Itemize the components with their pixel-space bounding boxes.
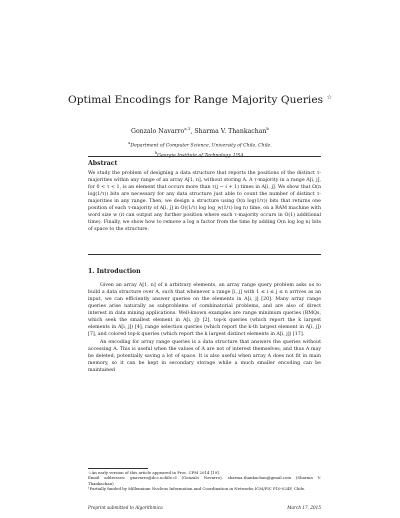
footer-date: March 17, 2015 xyxy=(287,505,321,510)
affiliations xyxy=(0,140,400,160)
affiliation-text: Department of Computer Science, University of Chile, Chile. xyxy=(130,143,272,149)
paragraph: An encoding for array range queries is a data structure that answers the queries without accessing A. This is useful when the values of A are not of interest themselves, and thus A may be deleted, potentially saving a lot of space. It is also useful when array A does not fit in main memory, so it can be kept in secondary storage while a much smaller encoding can be maintained xyxy=(88,339,321,374)
footnote-rule xyxy=(88,468,148,469)
affiliation-mark: b xyxy=(154,151,158,156)
author-list: Gonzalo Navarro$^{a,1}$, Sharma V. Thankachan$^b$ xyxy=(131,126,269,136)
footnote: ¹Partially funded by Millennium Nucleus Information and Coordination in Networks ICM/FIC P10-024F, Chile. xyxy=(88,486,306,492)
abstract-text: We study the problem of designing a data structure that reports the positions of the distinct τ-majorities within any range of an array A[1, n], without storing A. A τ-majority in a range A[i, j], for 0 < τ < 1, is an element that occurs more than τ(j − i + 1) times in A[i, j]. We show that Ω(n log(1/τ)) bits are necessary for any data structure just able to count the number of distinct τ-majorities in any range. Then, we design a structure using O(n log(1/τ)) bits that returns one position of each τ-majority of A[i, j] in O((1/τ) log log_w(1/τ) log n) time, on a RAM machine with word size w (it can output any further position where each τ-majority occurs in O(1) additional time). Finally, we show how to remove a log n factor from the time by adding O(n log log n) bits of space to the structure. xyxy=(88,171,321,232)
footnotes xyxy=(88,470,321,492)
footnote: Email addresses: gnavarro@dcc.uchile.cl (Gonzalo Navarro), sharma.thankachan@gmail.com (Sharma V. Thankachan) xyxy=(88,475,321,486)
title-footnote-mark: ☆ xyxy=(326,94,333,101)
introduction-body xyxy=(88,282,321,374)
affiliation-text: Georgia Institute of Technology, USA. xyxy=(157,153,246,159)
author-name: Sharma V. Thankachan xyxy=(194,128,267,136)
abstract-bottom-rule xyxy=(88,254,321,255)
title-text: Optimal Encodings for Range Majority Queries xyxy=(67,94,324,106)
paragraph: Given an array A[1, n] of n arbitrary elements, an array range query problem asks us to build a data structure over A, such that whenever a range [i, j] with 1 ≤ i ≤ j ≤ n arrives as an input, we can efficiently answer queries on the elements in A[i, j] [20]. Many array range queries arise naturally as subproblems of combinatorial problems, and are also of direct interest in data mining applications. Well-known examples are range minimum queries (RMQs, which seek the smallest element in A[i, j]) [2], top-k queries (which report the k largest elements in A[i, j]) [4], range selection queries (which report the k-th largest element in A[i, j]) [7], and colored top-k queries (which report the k largest distinct elements in A[i, j]) [17]. xyxy=(88,283,321,338)
paper-title xyxy=(0,94,400,106)
footnote: ☆An early version of this article appeared in Proc. CPM 2014 [19]. xyxy=(88,470,220,475)
author-name: Gonzalo Navarro xyxy=(131,128,185,136)
section-heading: 1. Introduction xyxy=(88,268,141,275)
footer-left: Preprint submitted to Algorithmica xyxy=(88,505,163,510)
abstract-heading: Abstract xyxy=(88,160,118,167)
author-mark: a,1 xyxy=(184,126,191,131)
affiliation-mark: a xyxy=(128,141,131,145)
author-mark: b xyxy=(266,126,269,131)
affiliation xyxy=(0,140,400,150)
